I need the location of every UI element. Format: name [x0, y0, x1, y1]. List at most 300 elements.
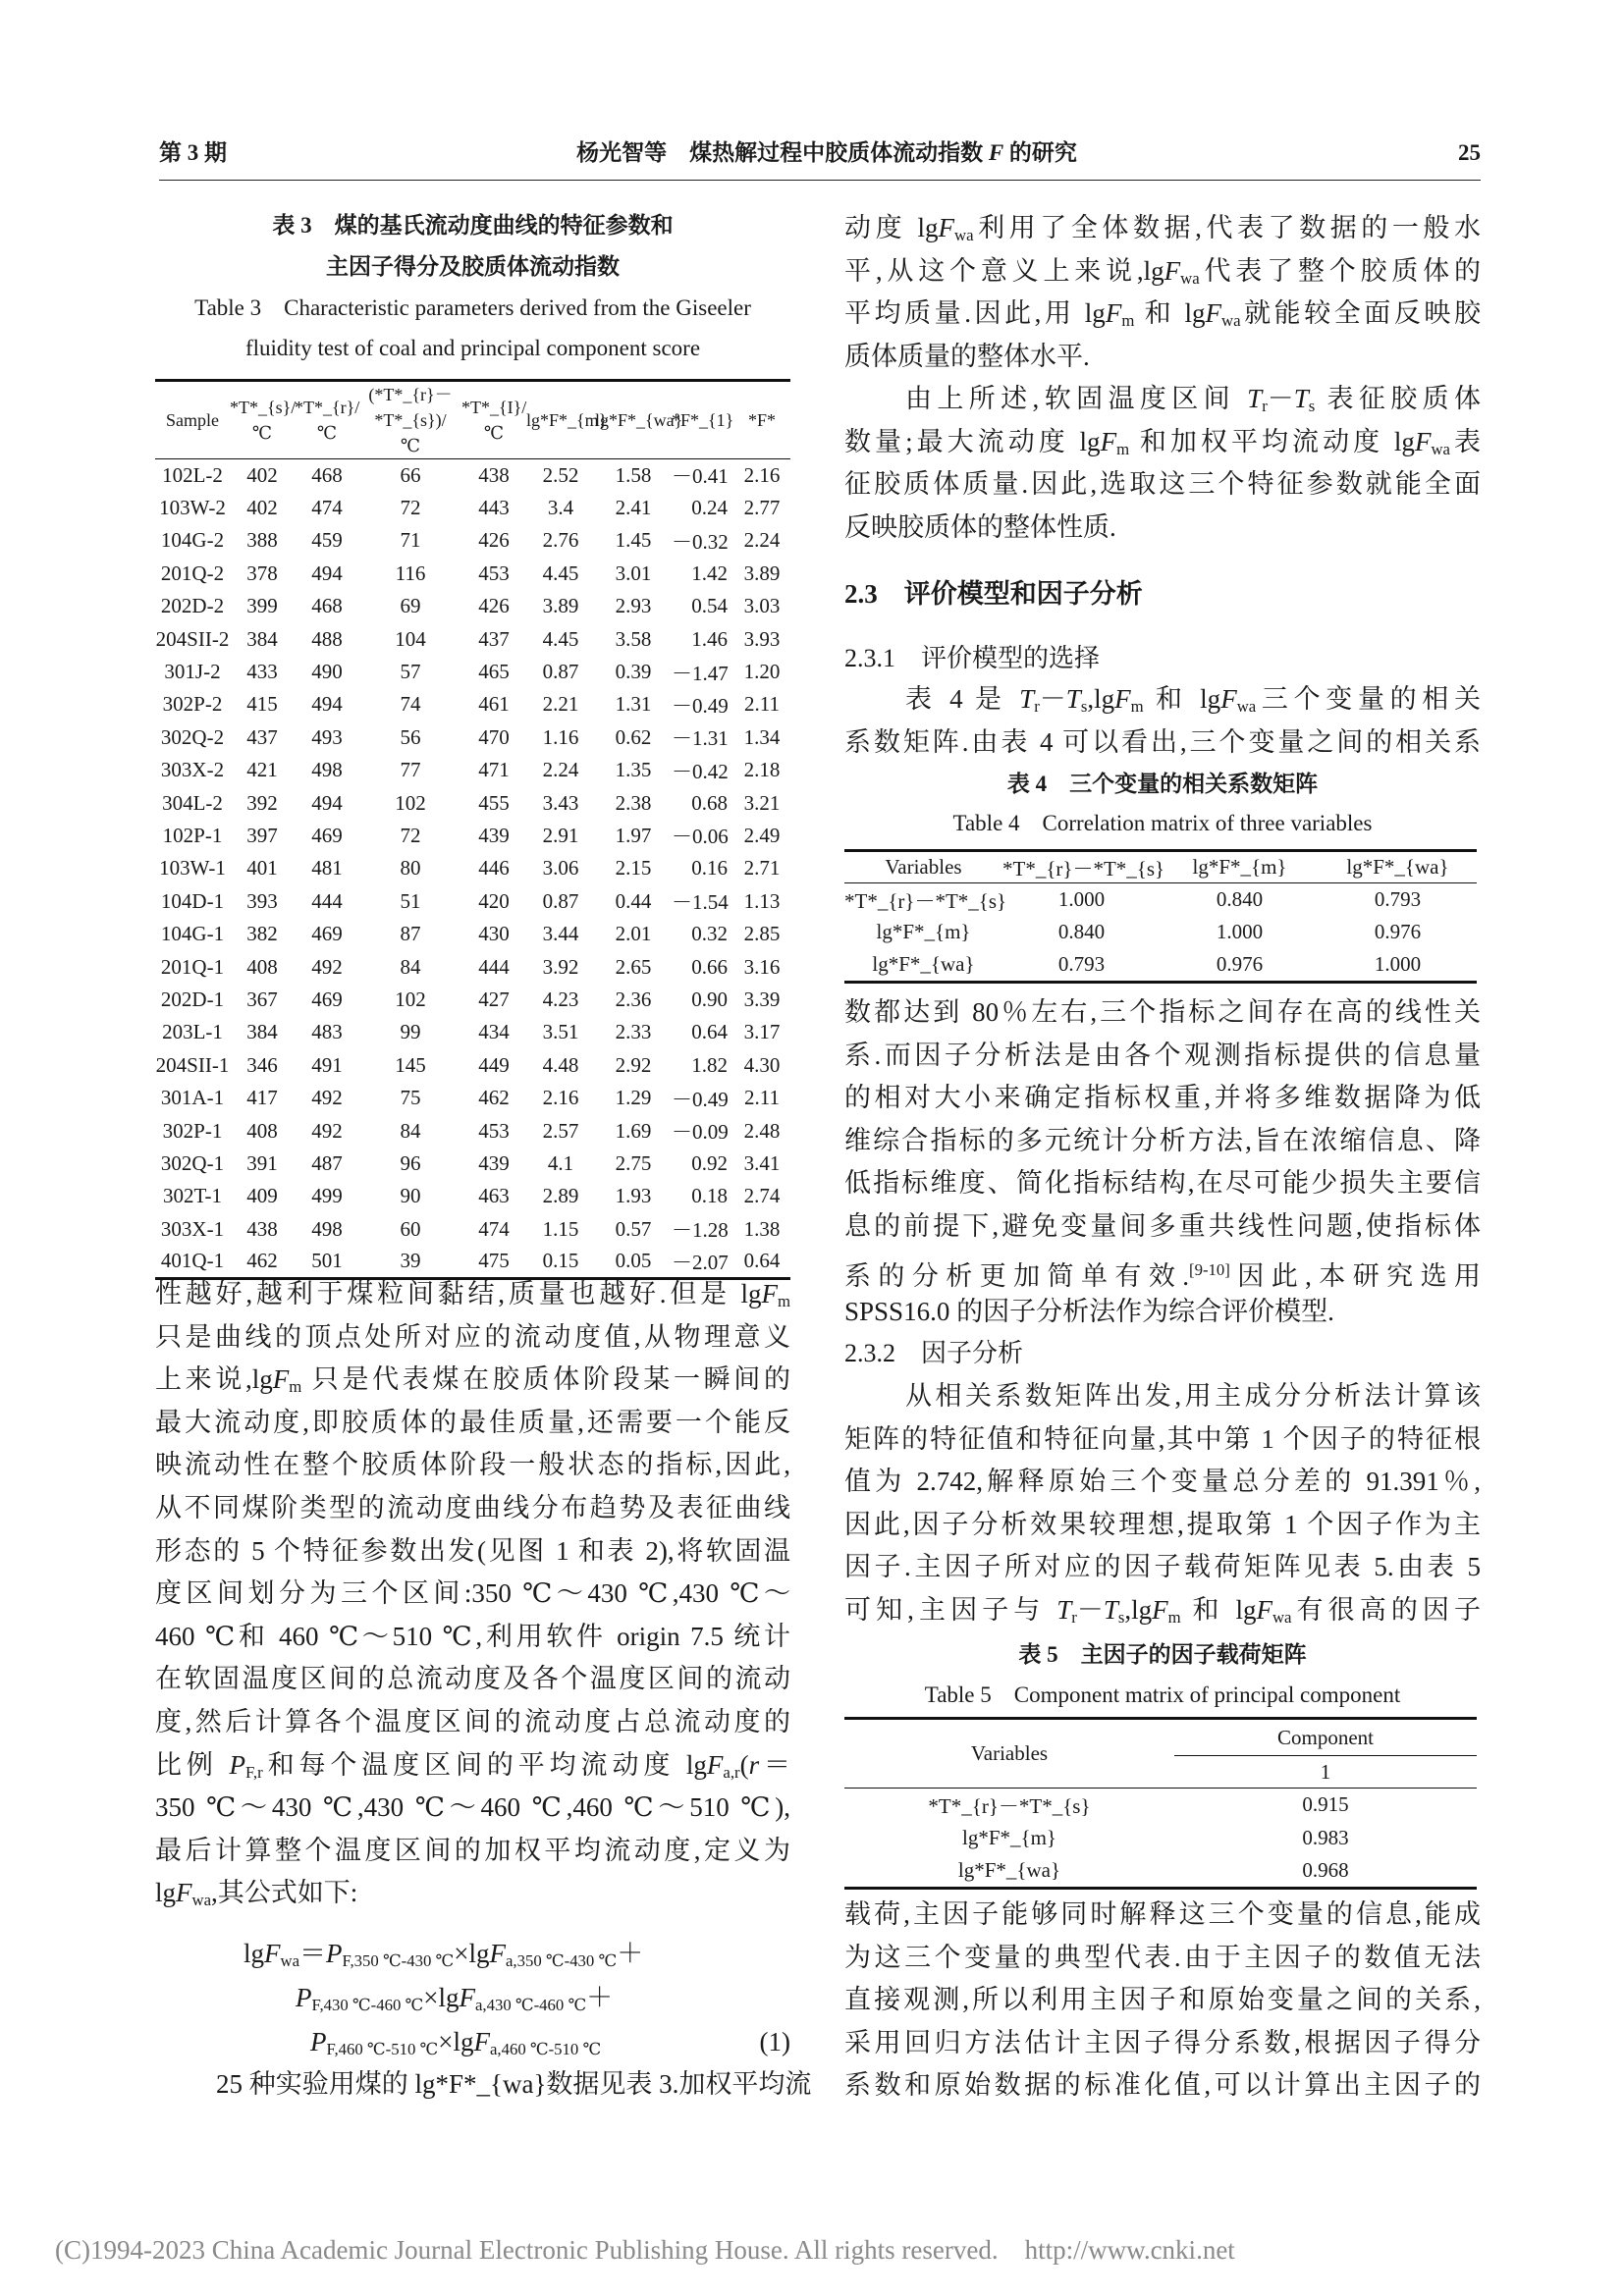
table3-cell: 491: [311, 1052, 343, 1077]
table3-cell: 1.93: [615, 1184, 652, 1208]
text-line: 表 4 是 $T_r-T_s,\lg F_m$ 和 lgF$_{wa}$三个变量的相关: [905, 684, 1481, 717]
table3-row: [155, 1016, 790, 1048]
table3-cell: 397: [246, 823, 278, 847]
text-line: 息的前提下,避免变量间多重共线性问题,使指标体: [844, 1210, 1481, 1241]
table3-cell: 116: [395, 561, 426, 585]
table3-cell: 2.91: [542, 823, 579, 847]
table3-cell: 462: [246, 1249, 278, 1273]
text-line: 维综合指标的多元统计分析方法,旨在浓缩信息、降: [844, 1125, 1481, 1155]
table3-header-row: [155, 381, 790, 459]
text-line: 的相对大小来确定指标权重,并将多维数据降为低: [844, 1083, 1481, 1113]
formula-line-1: $\lg F_{wa}=P_{F,350 ℃-430 ℃}\times\lg F_{a,350 ℃-430 ℃}+$: [244, 1939, 644, 1971]
table3-cell: 461: [478, 692, 510, 717]
table3-cell: 2.24: [542, 758, 579, 782]
table3-cell: 302T-1: [163, 1184, 222, 1208]
text-line: 性越好,越利于煤粒间黏结,质量也越好.但是 lgF$_m$: [155, 1279, 790, 1311]
table3-cell: 2.92: [615, 1052, 652, 1077]
table3-cell: 102P-1: [162, 823, 223, 847]
table3-cell: 2.77: [743, 496, 781, 520]
table3-cell: 3.58: [615, 626, 652, 651]
table3-row: [155, 492, 790, 524]
text-line: 上来说,lgF$_m$ 只是代表煤在胶质体阶段某一瞬间的: [155, 1364, 790, 1397]
table3-cell: 499: [311, 1184, 343, 1208]
table3-cell: 80: [400, 856, 421, 881]
section-heading-2-3-2: 2.3.2 因子分析: [844, 1339, 1024, 1367]
text-line: 映流动性在整个胶质体阶段一般状态的指标,因此,: [155, 1450, 790, 1480]
issue-number: 第 3 期: [159, 140, 227, 165]
table3-row: [155, 754, 790, 786]
section-heading-2-3: 2.3 评价模型和因子分析: [844, 579, 1143, 609]
table3-cell: 302Q-2: [160, 724, 225, 749]
table3-cell: 427: [478, 987, 510, 1011]
right-paragraph-3: [844, 678, 1481, 764]
table3-cell: 417: [246, 1086, 278, 1110]
table3-cell: 1.45: [615, 528, 652, 553]
footer-spacer: [999, 2235, 1025, 2265]
table3-cell: 204SII-2: [155, 626, 230, 651]
table3-cell: 0.87: [542, 660, 579, 684]
table3-cell: 2.49: [743, 823, 781, 847]
formula-line-2: $P_{F,430 ℃-460 ℃}\times\lg F_{a,430 ℃-460 ℃}+$: [296, 1983, 614, 2015]
table3-cell: 2.15: [615, 856, 652, 881]
table3-cell: 4.45: [542, 561, 579, 585]
table5-cell: lg*F*_{wa}: [957, 1858, 1061, 1883]
footer: [55, 2233, 1235, 2267]
text-line: 从不同煤阶类型的流动度曲线分布趋势及表征曲线: [155, 1492, 790, 1522]
formula-number: (1): [759, 2027, 790, 2056]
table3-row: [155, 984, 790, 1016]
table3-cell: 201Q-1: [160, 954, 225, 979]
table3-cell: 51: [400, 888, 421, 913]
table3-row: [155, 656, 790, 688]
table3-cell: －0.49: [672, 693, 729, 718]
table3-cell: 421: [246, 758, 278, 782]
table3-cell: 0.24: [691, 496, 728, 520]
table3-cell: 2.16: [743, 462, 781, 487]
table3-cell: 494: [311, 692, 343, 717]
text-line: 系.而因子分析法是由各个观测指标提供的信息量: [844, 1040, 1481, 1070]
table4-caption-cn: 表 4 三个变量的相关系数矩阵: [1006, 772, 1319, 796]
table3-cell: 3.4: [547, 496, 574, 520]
table3-cell: 3.17: [743, 1020, 781, 1044]
table3-row: [155, 885, 790, 918]
table3-cell: 463: [478, 1184, 510, 1208]
table3-cell: 408: [246, 954, 278, 979]
table3-cell: 0.54: [691, 594, 728, 618]
table3-cell: 302Q-1: [160, 1150, 225, 1175]
table3-cell: 474: [478, 1216, 510, 1241]
table3-cell: 492: [311, 954, 343, 979]
text-line: 因此,因子分析效果较理想,提取第 1 个因子作为主: [844, 1509, 1481, 1539]
table3-cell: 1.38: [743, 1216, 781, 1241]
table3-row: [155, 622, 790, 655]
table5-variables-header: Variables: [844, 1719, 1174, 1789]
table3-cell: 2.21: [542, 692, 579, 717]
table3-cell: 0.16: [691, 856, 728, 881]
text-line: 为这三个变量的典型代表.由于主因子的数值无法: [844, 1942, 1481, 1972]
text-line: 系数矩阵.由表 4 可以看出,三个变量之间的相关系: [844, 726, 1481, 757]
table3-cell: 3.93: [743, 626, 781, 651]
table3-cell: 437: [478, 626, 510, 651]
table4-column-header: Variables: [844, 851, 1002, 883]
table3-cell: 470: [478, 724, 510, 749]
table3-cell: 2.71: [743, 856, 781, 881]
table3-cell: 438: [246, 1216, 278, 1241]
table3-cell: 3.43: [542, 790, 579, 815]
table3-cell: 0.57: [615, 1216, 652, 1241]
table4-cell: 1.000: [1057, 887, 1106, 912]
table3-cell: 0.66: [691, 954, 728, 979]
table3-cell: 72: [400, 496, 421, 520]
table3-cell: 384: [246, 626, 278, 651]
table3-column-header: *F*_{1}: [672, 381, 733, 459]
table3-cell: 469: [311, 987, 343, 1011]
table3-cell: 102: [395, 790, 426, 815]
table3-row: [155, 786, 790, 819]
table4-cell: 0.793: [1374, 887, 1422, 912]
table3-cell: 77: [400, 758, 421, 782]
table3-cell: 2.38: [615, 790, 652, 815]
table3-column-header: Sample: [155, 381, 230, 459]
table3-cell: 474: [311, 496, 343, 520]
text-line: 只是曲线的顶点处所对应的流动度值,从物理意义: [155, 1321, 790, 1352]
table3-cell: 1.46: [691, 626, 728, 651]
table3-cell: 104D-1: [160, 888, 225, 913]
table3-cell: 66: [400, 462, 421, 487]
table3-cell: 0.05: [615, 1249, 652, 1273]
table3-cell: 84: [400, 954, 421, 979]
table3-cell: 492: [311, 1118, 343, 1143]
table4-cell: lg*F*_{m}: [876, 920, 971, 944]
table3-cell: 488: [311, 626, 343, 651]
table3-cell: 2.18: [743, 758, 781, 782]
table3-cell: 1.31: [615, 692, 652, 717]
table3-cell: 0.64: [691, 1020, 728, 1044]
table3-cell: 2.24: [743, 528, 781, 553]
table3-cell: 1.82: [691, 1052, 728, 1077]
table3-cell: 465: [478, 660, 510, 684]
table3-cell: 4.48: [542, 1052, 579, 1077]
table3-cell: 437: [246, 724, 278, 749]
table3-cell: 74: [400, 692, 421, 717]
right-paragraph-4: [844, 991, 1481, 1334]
text-line: 数都达到 80％左右,三个指标之间存在高的线性关: [844, 997, 1481, 1027]
table3-cell: 408: [246, 1118, 278, 1143]
table5-body: [844, 1789, 1477, 1889]
text-line: 比例 $P_{F,r}$和每个温度区间的平均流动度 lgF$_{a,r}$(r＝: [155, 1749, 791, 1782]
text-line: 由上所述,软固温度区间 $T_r-T_s$ 表征胶质体: [905, 384, 1482, 416]
table3-cell: 1.69: [615, 1118, 652, 1143]
text-line: 度,然后计算各个温度区间的流动度占总流动度的: [155, 1706, 790, 1736]
table3-cell: 3.03: [743, 594, 781, 618]
table3-cell: 462: [478, 1086, 510, 1110]
table3-cell: 426: [478, 594, 510, 618]
text-line: 质体质量的整体水平.: [844, 341, 1090, 371]
table3-row: [155, 688, 790, 721]
table3-column-header: *T*_{I}/ ℃: [461, 381, 526, 459]
table3-cell: 3.16: [743, 954, 781, 979]
table3-cell: 2.89: [542, 1184, 579, 1208]
table5-caption-en: Table 5 Component matrix of principal component: [924, 1682, 1401, 1707]
table3-cell: 481: [311, 856, 343, 881]
left-paragraph-1: [155, 1273, 790, 1915]
table3-cell: 2.85: [743, 922, 781, 946]
table4-cell: 0.976: [1374, 920, 1422, 944]
table5: [844, 1717, 1477, 1890]
table3-cell: 2.36: [615, 987, 652, 1011]
table3-cell: 201Q-2: [160, 561, 225, 585]
table3-cell: 0.87: [542, 888, 579, 913]
table3-cell: 1.42: [691, 561, 728, 585]
text-line: 形态的 5 个特征参数出发(见图 1 和表 2),将软固温: [155, 1535, 790, 1566]
table3-cell: 378: [246, 561, 278, 585]
table3-cell: 2.52: [542, 462, 579, 487]
text-line: 矩阵的特征值和特征向量,其中第 1 个因子的特征根: [844, 1423, 1481, 1454]
text-line: 动度 lgF$_{wa}$利用了全体数据,代表了数据的一般水: [844, 213, 1481, 245]
table3-cell: －0.06: [672, 825, 729, 849]
table3-cell: 301A-1: [160, 1086, 225, 1110]
table4-column-header: *T*_{r}－*T*_{s}: [1002, 851, 1161, 883]
table3-cell: －1.54: [672, 890, 729, 915]
table3-cell: －0.49: [672, 1087, 729, 1111]
text-line: 最后计算整个温度区间的加权平均流动度,定义为: [155, 1835, 790, 1865]
table4-cell: 1.000: [1216, 920, 1264, 944]
table3-cell: 3.44: [542, 922, 579, 946]
table3-row: [155, 524, 790, 557]
table3-cell: 493: [311, 724, 343, 749]
table5-cell: 0.915: [1302, 1792, 1349, 1817]
table3-cell: 2.75: [615, 1150, 652, 1175]
table3-cell: －2.07: [672, 1250, 729, 1274]
text-line: lgF$_{wa}$,其公式如下:: [155, 1878, 358, 1910]
table3-cell: 75: [400, 1086, 421, 1110]
table4-cell: 0.793: [1057, 952, 1106, 977]
table4-header-row: [844, 851, 1477, 883]
table3-column-header: lg*F*_{wa}: [595, 381, 672, 459]
table3-row: [155, 918, 790, 950]
left-paragraph-2: [155, 2063, 812, 2107]
table3-cell: 302P-2: [162, 692, 223, 717]
table3-row: [155, 1049, 790, 1082]
table3: [155, 379, 790, 1280]
table3-cell: 4.45: [542, 626, 579, 651]
table4-row: [844, 949, 1477, 983]
table3-cell: 4.23: [542, 987, 579, 1011]
table3-caption-en-2: fluidity test of coal and principal component score: [244, 336, 701, 360]
text-line: 25 种实验用煤的 lg*F*_{wa}数据见表 3.加权平均流: [216, 2069, 812, 2099]
text-line: 350 ℃～430 ℃,430 ℃～460 ℃,460 ℃～510 ℃),: [155, 1792, 790, 1823]
table3-caption-en-1: Table 3 Characteristic parameters derived from the Giseeler: [194, 295, 751, 320]
table3-cell: 426: [478, 528, 510, 553]
table3-cell: 3.89: [542, 594, 579, 618]
table3-cell: 2.74: [743, 1184, 781, 1208]
table3-cell: 96: [400, 1150, 421, 1175]
table3-row: [155, 1148, 790, 1180]
table4-caption-en: Table 4 Correlation matrix of three variables: [952, 811, 1373, 835]
table3-row: [155, 721, 790, 754]
text-line: 反映胶质体的整体性质.: [844, 511, 1116, 542]
text-line: 载荷,主因子能够同时解释这三个变量的信息,能成: [844, 1899, 1481, 1929]
text-line: 460 ℃和 460 ℃～510 ℃,利用软件 origin 7.5 统计: [155, 1621, 790, 1651]
table4-column-header: lg*F*_{m}: [1161, 851, 1319, 883]
table3-cell: 1.15: [542, 1216, 579, 1241]
table5-component-header: Component: [1174, 1719, 1477, 1756]
table3-cell: 0.32: [691, 922, 728, 946]
table3-cell: －1.28: [672, 1218, 729, 1243]
table3-column-header: *T*_{r}/ ℃: [295, 381, 359, 459]
text-line: 平,从这个意义上来说,lgF$_{wa}$代表了整个胶质体的: [844, 255, 1481, 288]
table3-cell: 3.51: [542, 1020, 579, 1044]
table3-column-header: *F*: [733, 381, 790, 459]
table3-cell: 3.01: [615, 561, 652, 585]
table3-cell: 468: [311, 462, 343, 487]
table3-cell: 3.39: [743, 987, 781, 1011]
text-line: 低指标维度、简化指标结构,在尽可能少损失主要信: [844, 1168, 1481, 1199]
table4-row: [844, 883, 1477, 917]
table3-body: [155, 459, 790, 1279]
table3-cell: 487: [311, 1150, 343, 1175]
table3-cell: 401: [246, 856, 278, 881]
formula-line-3: $P_{F,460 ℃-510 ℃}\times\lg F_{a,460 ℃-510 ℃}$: [310, 2027, 602, 2059]
table3-cell: 99: [400, 1020, 421, 1044]
table3-cell: 384: [246, 1020, 278, 1044]
table3-cell: 102L-2: [162, 462, 223, 487]
table3-cell: 303X-1: [160, 1216, 225, 1241]
table3-cell: 1.20: [743, 660, 781, 684]
table3-cell: 2.57: [542, 1118, 579, 1143]
table3-cell: 468: [311, 594, 343, 618]
table3-cell: 2.11: [744, 692, 780, 717]
table3-cell: 90: [400, 1184, 421, 1208]
table3-cell: 449: [478, 1052, 510, 1077]
table3-cell: 415: [246, 692, 278, 717]
table3-cell: 382: [246, 922, 278, 946]
table3-cell: 102: [395, 987, 426, 1011]
text-line: 最大流动度,即胶质体的最佳质量,还需要一个能反: [155, 1407, 790, 1437]
table3-cell: 501: [311, 1249, 343, 1273]
table4-cell: 0.840: [1057, 920, 1106, 944]
table3-cell: 494: [311, 790, 343, 815]
table3-cell: 304L-2: [162, 790, 223, 815]
table3-cell: 3.89: [743, 561, 781, 585]
table3-cell: 1.35: [615, 758, 652, 782]
table3-cell: 39: [400, 1249, 421, 1273]
cnki-url[interactable]: http://www.cnki.net: [1024, 2235, 1235, 2265]
table3-cell: 438: [478, 462, 510, 487]
table3-cell: 1.13: [743, 888, 781, 913]
table3-cell: 0.18: [691, 1184, 728, 1208]
table3-cell: 430: [478, 922, 510, 946]
table3-cell: 455: [478, 790, 510, 815]
table3-cell: 0.68: [691, 790, 728, 815]
table3-cell: 2.16: [542, 1086, 579, 1110]
table3-cell: 498: [311, 758, 343, 782]
text-line: 值为 2.742,解释原始三个变量总分差的 91.391％,: [844, 1467, 1481, 1497]
table3-cell: 103W-2: [159, 496, 226, 520]
table3-cell: 56: [400, 724, 421, 749]
table5-header-row: [844, 1719, 1477, 1756]
table3-cell: 388: [246, 528, 278, 553]
table5-component-number: 1: [1174, 1756, 1477, 1789]
table3-cell: 444: [311, 888, 343, 913]
table3-cell: 103W-1: [159, 856, 226, 881]
table3-cell: 2.93: [615, 594, 652, 618]
table3-cell: 471: [478, 758, 510, 782]
table5-row: [844, 1822, 1477, 1855]
table4-cell: *T*_{r}－*T*_{s}: [844, 888, 1007, 913]
table3-cell: 301J-2: [164, 660, 221, 684]
text-line: 系数和原始数据的标准化值,可以计算出主因子的: [844, 2070, 1481, 2101]
table3-cell: 443: [478, 496, 510, 520]
text-line: 系的分析更加简单有效.[9-10]因此,本研究选用: [844, 1259, 1482, 1291]
table3-row: [155, 558, 790, 590]
table3-row: [155, 852, 790, 884]
table3-cell: 346: [246, 1052, 278, 1077]
table3-row: [155, 1212, 790, 1245]
table3-cell: 3.92: [542, 954, 579, 979]
section-heading-2-3-1: 2.3.1 评价模型的选择: [844, 644, 1101, 672]
table5-cell: 0.968: [1302, 1858, 1349, 1883]
table4-cell: 0.840: [1216, 887, 1264, 912]
table3-row: [155, 950, 790, 983]
table3-cell: 3.06: [542, 856, 579, 881]
table3-cell: 60: [400, 1216, 421, 1241]
table3-column-header: lg*F*_{m}: [526, 381, 595, 459]
table4-row: [844, 916, 1477, 949]
table3-cell: 446: [478, 856, 510, 881]
text-line: 采用回归方法估计主因子得分系数,根据因子得分: [844, 2027, 1481, 2057]
text-line: 征胶质体质量.因此,选取这三个特征参数就能全面: [844, 469, 1481, 500]
table3-cell: 0.39: [615, 660, 652, 684]
table3-cell: 475: [478, 1249, 510, 1273]
table3-cell: 145: [395, 1052, 426, 1077]
table3-cell: 303X-2: [160, 758, 225, 782]
table3-cell: 202D-1: [160, 987, 225, 1011]
table3-cell: 202D-2: [160, 594, 225, 618]
table3-cell: 203L-1: [162, 1020, 223, 1044]
table3-column-header: (*T*_{r}－*T*_{s})/ ℃: [359, 381, 461, 459]
right-paragraph-1: [844, 207, 1481, 378]
table3-cell: 444: [478, 954, 510, 979]
table5-row: [844, 1855, 1477, 1889]
table3-cell: 1.97: [615, 823, 652, 847]
table3-cell: 1.16: [542, 724, 579, 749]
table5-cell: *T*_{r}－*T*_{s}: [928, 1793, 1091, 1818]
table3-cell: 0.44: [615, 888, 652, 913]
table3-column-header: *T*_{s}/ ℃: [230, 381, 295, 459]
table3-cell: －1.31: [672, 726, 729, 751]
table3-row: [155, 820, 790, 852]
table3-cell: 469: [311, 823, 343, 847]
table3-cell: 402: [246, 462, 278, 487]
table4-cell: lg*F*_{wa}: [872, 952, 975, 977]
table3-cell: 4.30: [743, 1052, 781, 1077]
table3-cell: 409: [246, 1184, 278, 1208]
text-line: 度区间划分为三个区间:350 ℃～430 ℃,430 ℃～: [155, 1578, 790, 1609]
table3-cell: 72: [400, 823, 421, 847]
text-line: 因子.主因子所对应的因子载荷矩阵见表 5.由表 5: [844, 1552, 1481, 1582]
table3-cell: 2.76: [542, 528, 579, 553]
table3-cell: 104G-1: [160, 922, 225, 946]
copyright-notice: (C)1994-2023 China Academic Journal Electronic Publishing House. All rights reserved.: [55, 2235, 999, 2265]
table4-column-header: lg*F*_{wa}: [1319, 851, 1477, 883]
table4-body: [844, 883, 1477, 983]
table3-cell: 1.58: [615, 462, 652, 487]
table3-cell: 459: [311, 528, 343, 553]
table3-cell: 2.65: [615, 954, 652, 979]
table5-cell: lg*F*_{m}: [961, 1826, 1056, 1849]
table3-cell: 492: [311, 1086, 343, 1110]
